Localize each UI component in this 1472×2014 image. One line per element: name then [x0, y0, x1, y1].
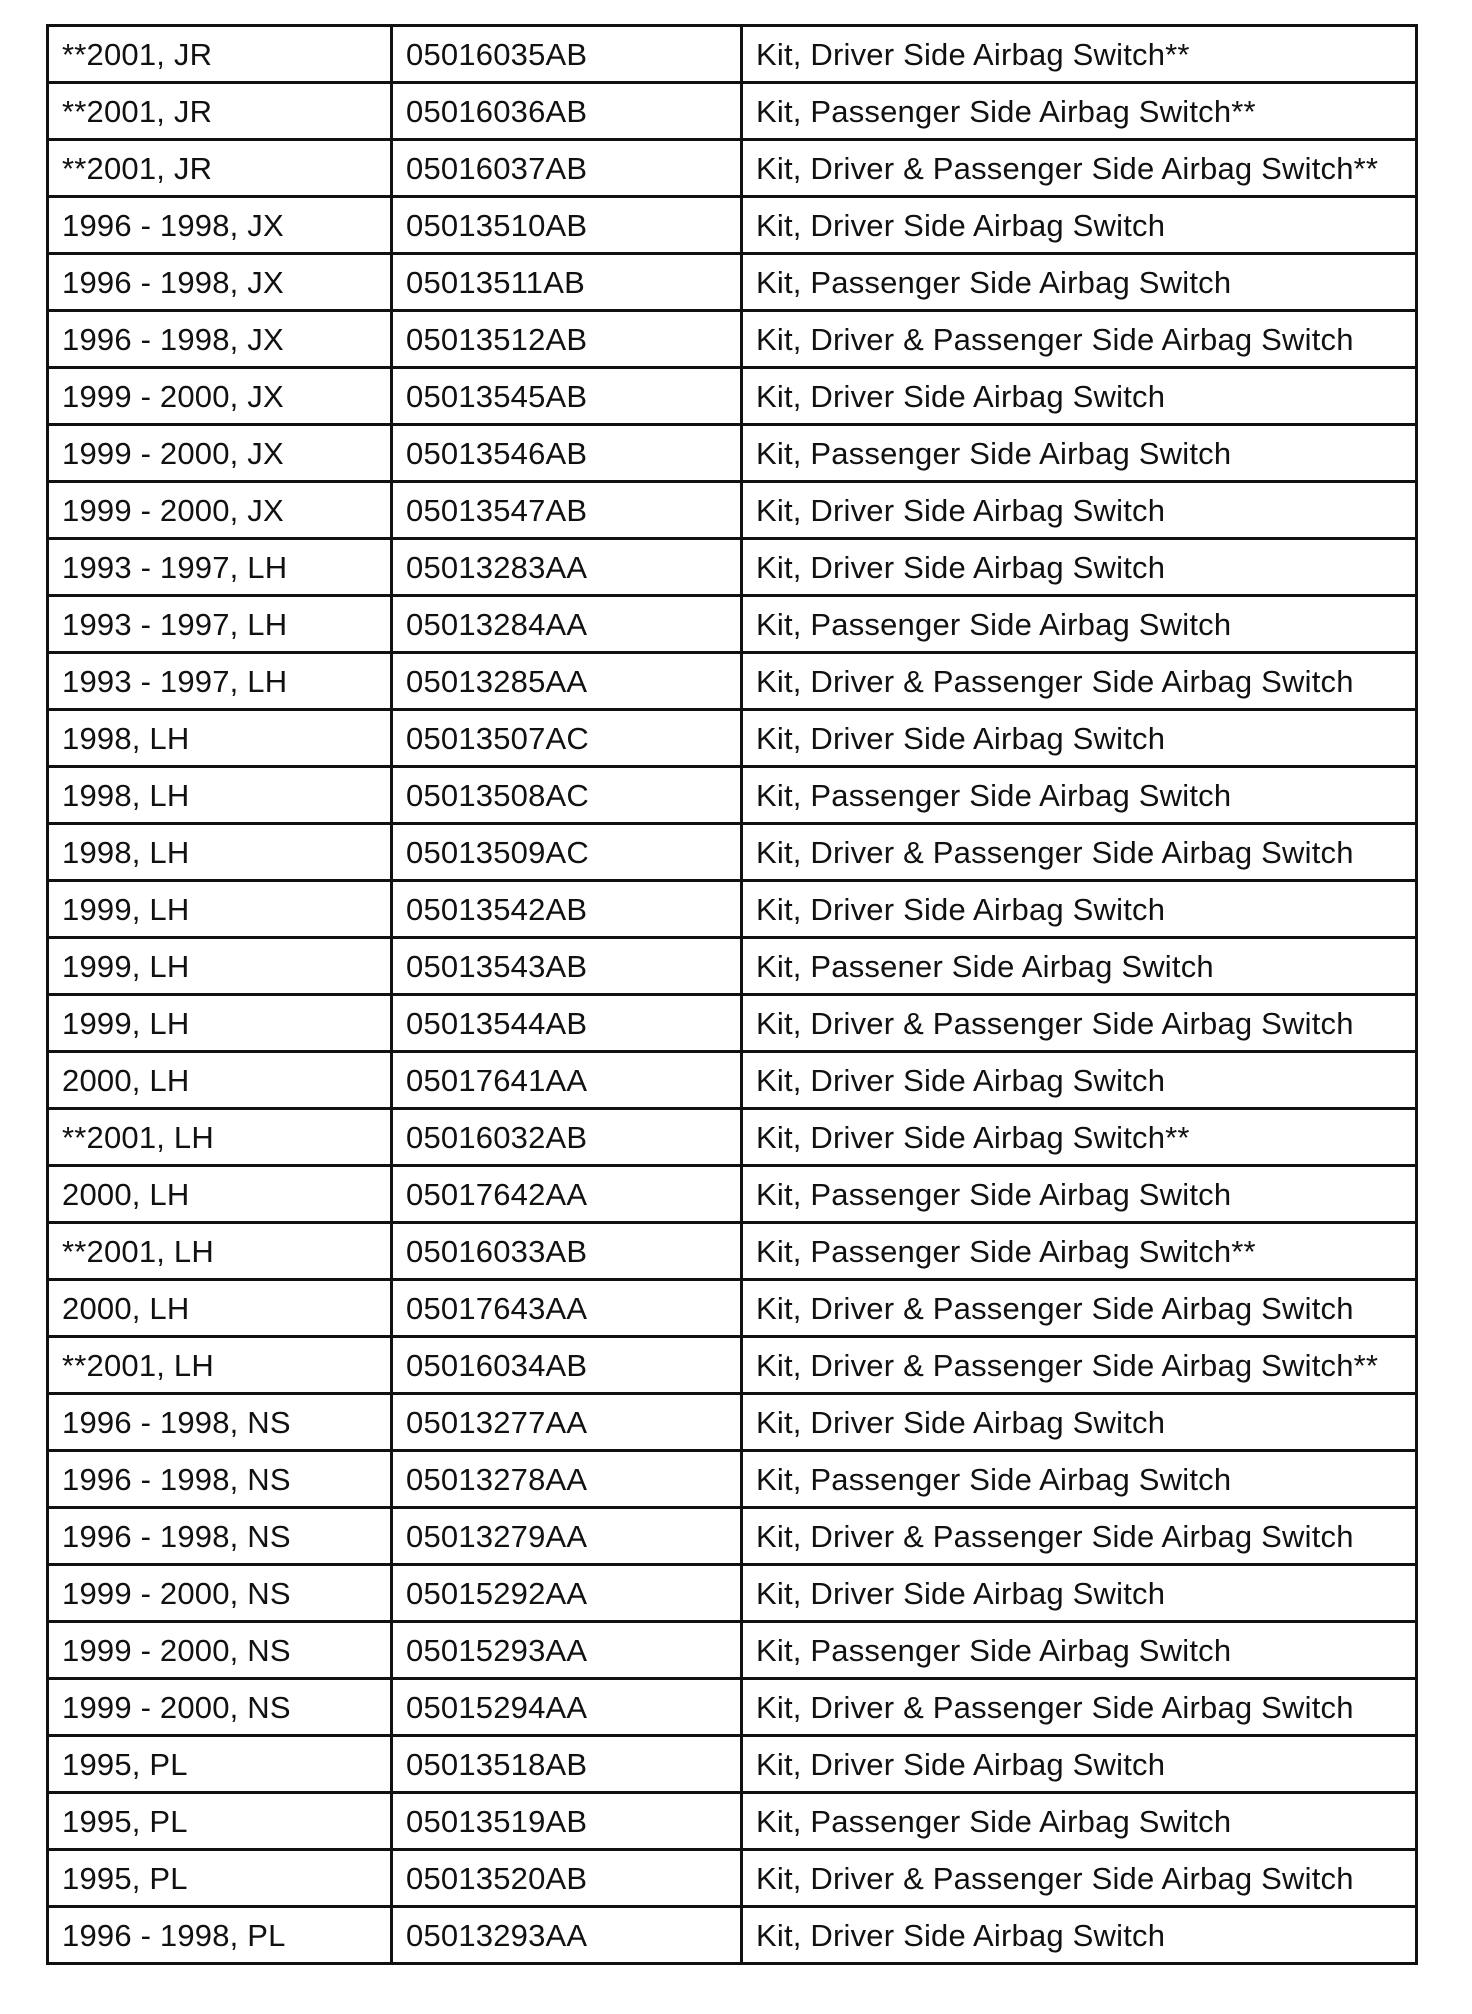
- description-cell: Kit, Driver Side Airbag Switch: [742, 1565, 1417, 1622]
- description-cell: Kit, Passenger Side Airbag Switch: [742, 254, 1417, 311]
- table-row: [48, 1109, 1417, 1166]
- table-row: [48, 1508, 1417, 1565]
- table-row: [48, 1679, 1417, 1736]
- part-number-cell: 05013507AC: [392, 710, 742, 767]
- part-number-cell: 05013293AA: [392, 1907, 742, 1964]
- model-year-cell: **2001, LH: [48, 1337, 392, 1394]
- model-year-cell: 1995, PL: [48, 1793, 392, 1850]
- description-cell: Kit, Driver Side Airbag Switch: [742, 539, 1417, 596]
- table-row: [48, 1850, 1417, 1907]
- description-cell: Kit, Driver & Passenger Side Airbag Switch**: [742, 140, 1417, 197]
- part-number-cell: 05016034AB: [392, 1337, 742, 1394]
- table-row: [48, 995, 1417, 1052]
- table-row: [48, 1451, 1417, 1508]
- part-number-cell: 05013508AC: [392, 767, 742, 824]
- description-cell: Kit, Driver Side Airbag Switch: [742, 1907, 1417, 1964]
- table-row: [48, 1223, 1417, 1280]
- table-row: [48, 1736, 1417, 1793]
- table-row: [48, 653, 1417, 710]
- table-row: [48, 368, 1417, 425]
- model-year-cell: 1999 - 2000, NS: [48, 1679, 392, 1736]
- model-year-cell: 2000, LH: [48, 1280, 392, 1337]
- model-year-cell: 1995, PL: [48, 1850, 392, 1907]
- description-cell: Kit, Driver Side Airbag Switch: [742, 368, 1417, 425]
- part-number-cell: 05015294AA: [392, 1679, 742, 1736]
- description-cell: Kit, Driver & Passenger Side Airbag Switch: [742, 1850, 1417, 1907]
- description-cell: Kit, Driver Side Airbag Switch**: [742, 26, 1417, 83]
- description-cell: Kit, Passenger Side Airbag Switch: [742, 1451, 1417, 1508]
- table-row: [48, 710, 1417, 767]
- description-cell: Kit, Driver Side Airbag Switch: [742, 881, 1417, 938]
- part-number-cell: 05013512AB: [392, 311, 742, 368]
- description-cell: Kit, Driver Side Airbag Switch: [742, 197, 1417, 254]
- model-year-cell: 1996 - 1998, JX: [48, 254, 392, 311]
- part-number-cell: 05017642AA: [392, 1166, 742, 1223]
- part-number-cell: 05013547AB: [392, 482, 742, 539]
- part-number-cell: 05013278AA: [392, 1451, 742, 1508]
- description-cell: Kit, Driver Side Airbag Switch: [742, 482, 1417, 539]
- table-row: [48, 1337, 1417, 1394]
- table-row: [48, 311, 1417, 368]
- description-cell: Kit, Passenger Side Airbag Switch: [742, 1793, 1417, 1850]
- model-year-cell: 1998, LH: [48, 710, 392, 767]
- model-year-cell: 1999 - 2000, JX: [48, 368, 392, 425]
- part-number-cell: 05013283AA: [392, 539, 742, 596]
- description-cell: Kit, Passenger Side Airbag Switch**: [742, 83, 1417, 140]
- description-cell: Kit, Driver & Passenger Side Airbag Switch: [742, 824, 1417, 881]
- table-row: [48, 596, 1417, 653]
- table-row: [48, 197, 1417, 254]
- model-year-cell: 1996 - 1998, NS: [48, 1394, 392, 1451]
- table-row: [48, 425, 1417, 482]
- model-year-cell: 1993 - 1997, LH: [48, 596, 392, 653]
- model-year-cell: 1993 - 1997, LH: [48, 539, 392, 596]
- parts-table: [46, 24, 1418, 1965]
- description-cell: Kit, Driver & Passenger Side Airbag Switch: [742, 311, 1417, 368]
- model-year-cell: 1996 - 1998, NS: [48, 1451, 392, 1508]
- table-row: [48, 1622, 1417, 1679]
- part-number-cell: 05013277AA: [392, 1394, 742, 1451]
- description-cell: Kit, Passenger Side Airbag Switch: [742, 425, 1417, 482]
- part-number-cell: 05013542AB: [392, 881, 742, 938]
- table-row: [48, 1565, 1417, 1622]
- part-number-cell: 05016033AB: [392, 1223, 742, 1280]
- parts-table-body: [48, 26, 1417, 1964]
- part-number-cell: 05017641AA: [392, 1052, 742, 1109]
- part-number-cell: 05015292AA: [392, 1565, 742, 1622]
- model-year-cell: 1999 - 2000, JX: [48, 425, 392, 482]
- table-row: [48, 539, 1417, 596]
- table-row: [48, 254, 1417, 311]
- model-year-cell: 2000, LH: [48, 1052, 392, 1109]
- table-row: [48, 140, 1417, 197]
- table-row: [48, 1166, 1417, 1223]
- description-cell: Kit, Driver & Passenger Side Airbag Switch: [742, 653, 1417, 710]
- part-number-cell: 05016035AB: [392, 26, 742, 83]
- description-cell: Kit, Driver Side Airbag Switch: [742, 710, 1417, 767]
- model-year-cell: 1998, LH: [48, 767, 392, 824]
- part-number-cell: 05017643AA: [392, 1280, 742, 1337]
- part-number-cell: 05013511AB: [392, 254, 742, 311]
- model-year-cell: 1999 - 2000, NS: [48, 1565, 392, 1622]
- model-year-cell: 1996 - 1998, PL: [48, 1907, 392, 1964]
- part-number-cell: 05013545AB: [392, 368, 742, 425]
- part-number-cell: 05015293AA: [392, 1622, 742, 1679]
- table-row: [48, 83, 1417, 140]
- model-year-cell: 1996 - 1998, JX: [48, 197, 392, 254]
- part-number-cell: 05013518AB: [392, 1736, 742, 1793]
- description-cell: Kit, Passenger Side Airbag Switch: [742, 596, 1417, 653]
- model-year-cell: 1996 - 1998, JX: [48, 311, 392, 368]
- model-year-cell: 2000, LH: [48, 1166, 392, 1223]
- table-row: [48, 482, 1417, 539]
- table-row: [48, 1394, 1417, 1451]
- part-number-cell: 05013285AA: [392, 653, 742, 710]
- description-cell: Kit, Passenger Side Airbag Switch: [742, 767, 1417, 824]
- model-year-cell: 1995, PL: [48, 1736, 392, 1793]
- description-cell: Kit, Driver Side Airbag Switch**: [742, 1109, 1417, 1166]
- part-number-cell: 05016032AB: [392, 1109, 742, 1166]
- model-year-cell: 1999 - 2000, JX: [48, 482, 392, 539]
- description-cell: Kit, Passenger Side Airbag Switch: [742, 1622, 1417, 1679]
- model-year-cell: **2001, JR: [48, 26, 392, 83]
- description-cell: Kit, Driver & Passenger Side Airbag Switch: [742, 1280, 1417, 1337]
- model-year-cell: 1999, LH: [48, 881, 392, 938]
- model-year-cell: 1996 - 1998, NS: [48, 1508, 392, 1565]
- table-row: [48, 1052, 1417, 1109]
- part-number-cell: 05013519AB: [392, 1793, 742, 1850]
- description-cell: Kit, Driver Side Airbag Switch: [742, 1052, 1417, 1109]
- part-number-cell: 05016037AB: [392, 140, 742, 197]
- description-cell: Kit, Passener Side Airbag Switch: [742, 938, 1417, 995]
- description-cell: Kit, Driver & Passenger Side Airbag Switch**: [742, 1337, 1417, 1394]
- part-number-cell: 05013546AB: [392, 425, 742, 482]
- description-cell: Kit, Driver & Passenger Side Airbag Switch: [742, 1679, 1417, 1736]
- model-year-cell: **2001, LH: [48, 1223, 392, 1280]
- model-year-cell: **2001, JR: [48, 83, 392, 140]
- description-cell: Kit, Driver & Passenger Side Airbag Switch: [742, 995, 1417, 1052]
- model-year-cell: 1993 - 1997, LH: [48, 653, 392, 710]
- table-row: [48, 1907, 1417, 1964]
- table-row: [48, 1793, 1417, 1850]
- model-year-cell: 1999, LH: [48, 938, 392, 995]
- model-year-cell: 1998, LH: [48, 824, 392, 881]
- model-year-cell: **2001, JR: [48, 140, 392, 197]
- part-number-cell: 05013520AB: [392, 1850, 742, 1907]
- description-cell: Kit, Driver Side Airbag Switch: [742, 1736, 1417, 1793]
- part-number-cell: 05013510AB: [392, 197, 742, 254]
- description-cell: Kit, Driver Side Airbag Switch: [742, 1394, 1417, 1451]
- table-row: [48, 881, 1417, 938]
- part-number-cell: 05013509AC: [392, 824, 742, 881]
- model-year-cell: **2001, LH: [48, 1109, 392, 1166]
- table-row: [48, 26, 1417, 83]
- table-row: [48, 767, 1417, 824]
- part-number-cell: 05013544AB: [392, 995, 742, 1052]
- description-cell: Kit, Passenger Side Airbag Switch: [742, 1166, 1417, 1223]
- model-year-cell: 1999 - 2000, NS: [48, 1622, 392, 1679]
- model-year-cell: 1999, LH: [48, 995, 392, 1052]
- table-row: [48, 938, 1417, 995]
- description-cell: Kit, Passenger Side Airbag Switch**: [742, 1223, 1417, 1280]
- table-row: [48, 1280, 1417, 1337]
- part-number-cell: 05013279AA: [392, 1508, 742, 1565]
- description-cell: Kit, Driver & Passenger Side Airbag Switch: [742, 1508, 1417, 1565]
- table-row: [48, 824, 1417, 881]
- part-number-cell: 05016036AB: [392, 83, 742, 140]
- part-number-cell: 05013543AB: [392, 938, 742, 995]
- part-number-cell: 05013284AA: [392, 596, 742, 653]
